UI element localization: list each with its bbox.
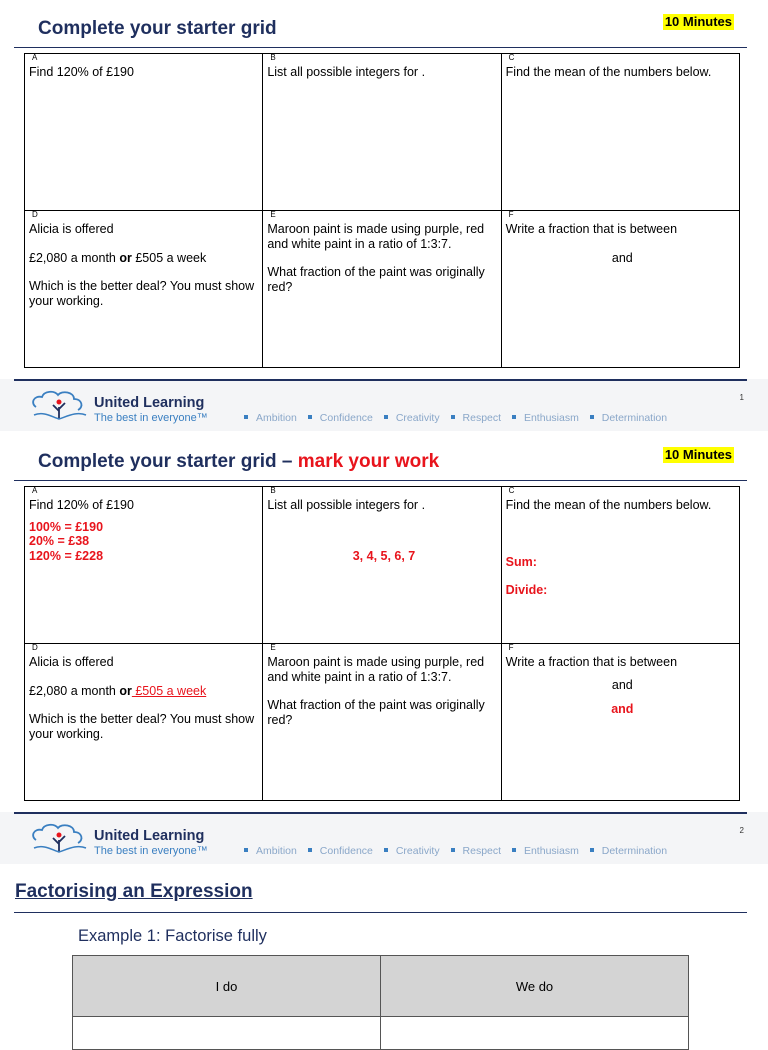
value-ambition: Ambition	[256, 412, 297, 424]
grid-cell-c	[501, 487, 739, 644]
grid-cell-e	[263, 211, 501, 368]
cell-letter: D	[32, 210, 38, 219]
value-confidence: Confidence	[319, 412, 373, 424]
offer-week-marked: £505 a week	[131, 683, 207, 698]
cell-letter: F	[508, 643, 514, 652]
cell-and: and	[611, 250, 633, 265]
footer-rule	[14, 379, 747, 381]
value-enthusiasm: Enthusiasm	[523, 845, 579, 857]
footer-2	[0, 812, 768, 864]
value-creativity: Creativity	[395, 845, 440, 857]
page-number: 2	[739, 826, 744, 835]
value-confidence: Confidence	[319, 845, 373, 857]
title-rule	[14, 912, 747, 913]
grid-cell-a	[25, 487, 263, 644]
slide-2	[0, 433, 768, 867]
value-respect: Respect	[462, 845, 502, 857]
slide-title	[38, 451, 439, 473]
grid-cell-b	[263, 487, 501, 644]
answer-line: 120% = £228	[29, 548, 104, 563]
page-number: 1	[739, 393, 744, 402]
timer-badge: 10 Minutes	[664, 447, 732, 462]
value-ambition: Ambition	[256, 845, 297, 857]
cell-question-2: Which is the better deal? You must show your working.	[29, 712, 255, 741]
grid-cell-e	[263, 644, 501, 801]
grid-cell-d	[25, 644, 263, 801]
slide-title: Factorising an Expression	[15, 881, 253, 902]
brand-name: United Learning	[94, 828, 205, 844]
cell-question-2: Which is the better deal? You must show your working.	[29, 279, 255, 308]
grid-cell-f	[501, 211, 739, 368]
cell-letter: B	[270, 486, 276, 495]
offer-month: £2,080 a month	[29, 683, 120, 698]
cell-question-2: What fraction of the paint was originally red?	[267, 698, 485, 727]
we-do-cell	[381, 1017, 689, 1050]
cell-question: Find the mean of the numbers below.	[505, 498, 712, 512]
cell-letter: C	[508, 53, 515, 62]
footer-1	[0, 379, 768, 431]
grid-cell-a	[25, 54, 263, 211]
cell-letter: D	[32, 643, 38, 652]
brand-name: United Learning	[94, 395, 205, 411]
cell-question: Find the mean of the numbers below.	[505, 65, 712, 79]
slide-title: Complete your starter grid	[38, 18, 277, 39]
values-strip	[236, 845, 667, 857]
cell-question: List all possible integers for .	[267, 498, 426, 512]
cell-question: Maroon paint is made using purple, red and white paint in a ratio of 1:3:7.	[267, 222, 485, 251]
cell-and: and	[611, 677, 633, 692]
header-i-do: I do	[73, 956, 381, 1017]
i-do-we-do-table	[72, 955, 689, 1050]
answer-line: 20% = £38	[29, 534, 90, 548]
cell-letter: C	[508, 486, 515, 495]
starter-grid-marked	[24, 486, 740, 801]
cell-letter: A	[32, 53, 38, 62]
answer-line: 3, 4, 5, 6, 7	[352, 548, 416, 563]
cell-question: Write a fraction that is between	[505, 222, 678, 236]
offer-line	[29, 251, 262, 266]
header-we-do: We do	[381, 956, 689, 1017]
value-determination: Determination	[601, 412, 668, 424]
offer-or: or	[119, 683, 132, 698]
offer-month: £2,080 a month	[29, 250, 120, 265]
title-highlight: mark your work	[297, 451, 440, 472]
slide-1	[0, 0, 768, 434]
cell-question: Write a fraction that is between	[505, 655, 678, 669]
grid-cell-c	[501, 54, 739, 211]
grid-cell-f	[501, 644, 739, 801]
cell-question: List all possible integers for .	[267, 65, 426, 79]
cell-question: Maroon paint is made using purple, red and white paint in a ratio of 1:3:7.	[267, 655, 485, 684]
title-rule	[14, 480, 747, 481]
offer-line	[29, 684, 262, 699]
cell-question: Alicia is offered	[29, 222, 114, 236]
answer-block	[29, 520, 262, 564]
tree-logo-icon	[28, 822, 90, 856]
cell-letter: F	[508, 210, 514, 219]
tree-logo-icon	[28, 389, 90, 423]
value-enthusiasm: Enthusiasm	[523, 412, 579, 424]
example-heading: Example 1: Factorise fully	[78, 927, 267, 945]
cell-question: Alicia is offered	[29, 655, 114, 669]
title-rule	[14, 47, 747, 48]
cell-letter: E	[270, 643, 276, 652]
value-determination: Determination	[601, 845, 668, 857]
value-respect: Respect	[462, 412, 502, 424]
value-creativity: Creativity	[395, 412, 440, 424]
cell-letter: B	[270, 53, 276, 62]
timer-badge: 10 Minutes	[664, 14, 732, 29]
grid-cell-b	[263, 54, 501, 211]
i-do-cell	[73, 1017, 381, 1050]
cell-question: Find 120% of £190	[29, 498, 134, 512]
sum-label: Sum:	[505, 554, 537, 569]
cell-letter: E	[270, 210, 276, 219]
brand-tagline: The best in everyone™	[94, 412, 208, 424]
answer-and: and	[611, 702, 634, 716]
brand-tagline: The best in everyone™	[94, 845, 208, 857]
offer-week: £505 a week	[131, 250, 207, 265]
starter-grid	[24, 53, 740, 368]
cell-letter: A	[32, 486, 38, 495]
footer-rule	[14, 812, 747, 814]
grid-cell-d	[25, 211, 263, 368]
answer-line: 100% = £190	[29, 519, 104, 534]
offer-or: or	[119, 250, 132, 265]
cell-question: Find 120% of £190	[29, 65, 134, 79]
divide-label: Divide:	[505, 583, 548, 597]
cell-question-2: What fraction of the paint was originally red?	[267, 265, 485, 294]
values-strip	[236, 412, 667, 424]
title-main: Complete your starter grid –	[38, 451, 298, 472]
